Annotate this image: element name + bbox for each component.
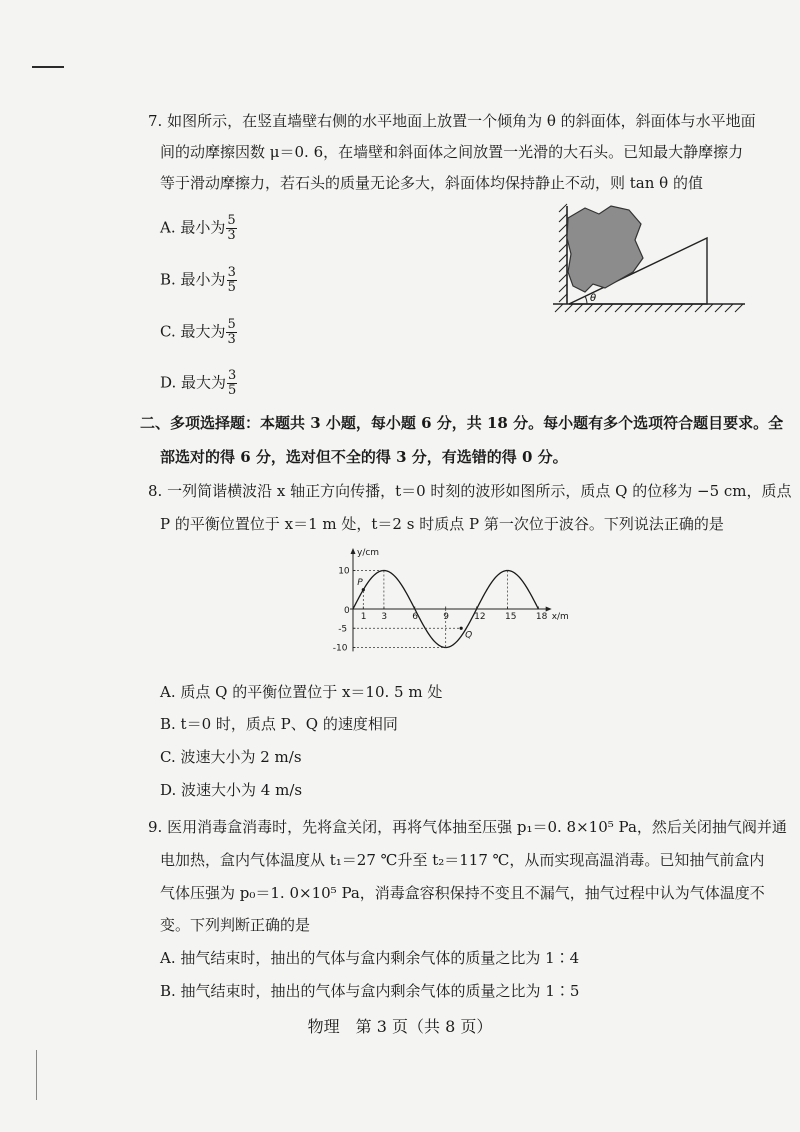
x-tick-label: 9 [443, 612, 449, 622]
theta-arc [585, 296, 587, 304]
y-axis-arrow [351, 548, 356, 554]
q7-line-1: 7. 如图所示，在竖直墙壁右侧的水平地面上放置一个倾角为 θ 的斜面体，斜面体与水平地面 [148, 112, 756, 130]
y-tick-label: -5 [338, 624, 348, 635]
option-prefix: B. 最小为 [160, 270, 226, 289]
q9-line-2: 电加热，盒内气体温度从 t₁＝27 ℃升至 t₂＝117 ℃，从而实现高温消毒。已知抽气前盒内 [160, 851, 765, 869]
q7-option-d[interactable] [160, 369, 237, 398]
denominator: 5 [228, 383, 237, 398]
q7-line-2: 间的动摩擦因数 μ＝0. 6，在墙壁和斜面体之间放置一光滑的大石头。已知最大静摩擦力 [160, 143, 744, 161]
q8-option-a[interactable]: A. 质点 Q 的平衡位置位于 x＝10. 5 m 处 [160, 683, 443, 701]
y-tick-label: -10 [332, 643, 348, 654]
origin-label: 0 [344, 606, 350, 616]
ground-hatch [553, 304, 745, 312]
x-axis-label: x/m [551, 612, 569, 622]
q7-option-b[interactable] [160, 266, 237, 295]
point-label-q: Q [465, 630, 473, 641]
section-2-heading-cont: 部选对的得 6 分，选对但不全的得 3 分，有选错的得 0 分。 [160, 448, 568, 466]
point-q [460, 627, 463, 630]
numerator: 5 [227, 213, 236, 228]
q9-line-4: 变。下列判断正确的是 [160, 916, 311, 934]
q8-line-1: 8. 一列简谐横波沿 x 轴正方向传播，t＝0 时刻的波形如图所示，质点 Q 的位移为 −5 cm，质点 [148, 482, 792, 500]
q7-option-c[interactable] [160, 318, 237, 347]
numerator: 5 [227, 317, 236, 332]
fraction [226, 214, 236, 243]
q9-line-1: 9. 医用消毒盒消毒时，先将盒关闭，再将气体抽至压强 p₁＝0. 8×10⁵ Pa，然后关闭抽气阀并通 [148, 818, 787, 836]
point-label-p: P [357, 577, 363, 588]
x-tick-label: 6 [412, 612, 419, 622]
q8-option-c[interactable]: C. 波速大小为 2 m/s [160, 748, 302, 766]
y-tick-label: 10 [338, 566, 350, 577]
x-tick-label: 18 [535, 612, 548, 622]
point-p [362, 588, 365, 591]
fraction [226, 318, 236, 347]
x-axis-arrow [546, 607, 552, 612]
scan-edge [36, 1050, 37, 1100]
denominator: 5 [227, 280, 236, 295]
denominator: 3 [227, 332, 236, 347]
rock-shape [567, 206, 643, 292]
q8-wave-chart [325, 545, 570, 665]
x-tick-label: 15 [505, 612, 517, 622]
page-footer: 物理 第 3 页（共 8 页） [307, 1017, 493, 1036]
q9-option-a[interactable]: A. 抽气结束时，抽出的气体与盒内剩余气体的质量之比为 1∶4 [160, 949, 580, 967]
q7-line-3: 等于滑动摩擦力，若石头的质量无论多大，斜面体均保持静止不动，则 tan θ 的值 [160, 174, 703, 192]
option-prefix: D. 最大为 [160, 373, 227, 392]
fraction [227, 266, 237, 295]
option-prefix: A. 最小为 [160, 218, 226, 237]
section-2-heading: 二、多项选择题：本题共 3 小题，每小题 6 分，共 18 分。每小题有多个选项符合题目要求。全 [140, 414, 784, 432]
y-axis-label: y/cm [357, 548, 380, 558]
q7-figure-wall-rock-incline [545, 200, 750, 316]
theta-label: θ [590, 293, 597, 304]
q8-option-b[interactable]: B. t＝0 时，质点 P、Q 的速度相同 [160, 715, 398, 733]
scan-mark [32, 66, 64, 68]
numerator: 3 [227, 265, 236, 280]
x-tick-label: 1 [360, 612, 367, 622]
numerator: 3 [228, 368, 237, 383]
q8-line-2: P 的平衡位置位于 x＝1 m 处，t＝2 s 时质点 P 第一次位于波谷。下列说法正确的是 [160, 515, 724, 533]
option-prefix: C. 最大为 [160, 322, 226, 341]
wall-hatch [559, 204, 567, 304]
q9-line-3: 气体压强为 p₀＝1. 0×10⁵ Pa，消毒盒容积保持不变且不漏气，抽气过程中认为气体温度不 [160, 884, 765, 902]
denominator: 3 [227, 228, 236, 243]
q8-option-d[interactable]: D. 波速大小为 4 m/s [160, 781, 303, 799]
q7-option-a[interactable] [160, 214, 237, 243]
x-tick-label: 3 [381, 612, 388, 622]
q9-option-b[interactable]: B. 抽气结束时，抽出的气体与盒内剩余气体的质量之比为 1∶5 [160, 982, 580, 1000]
fraction [227, 369, 237, 398]
x-tick-label: 12 [474, 612, 486, 622]
